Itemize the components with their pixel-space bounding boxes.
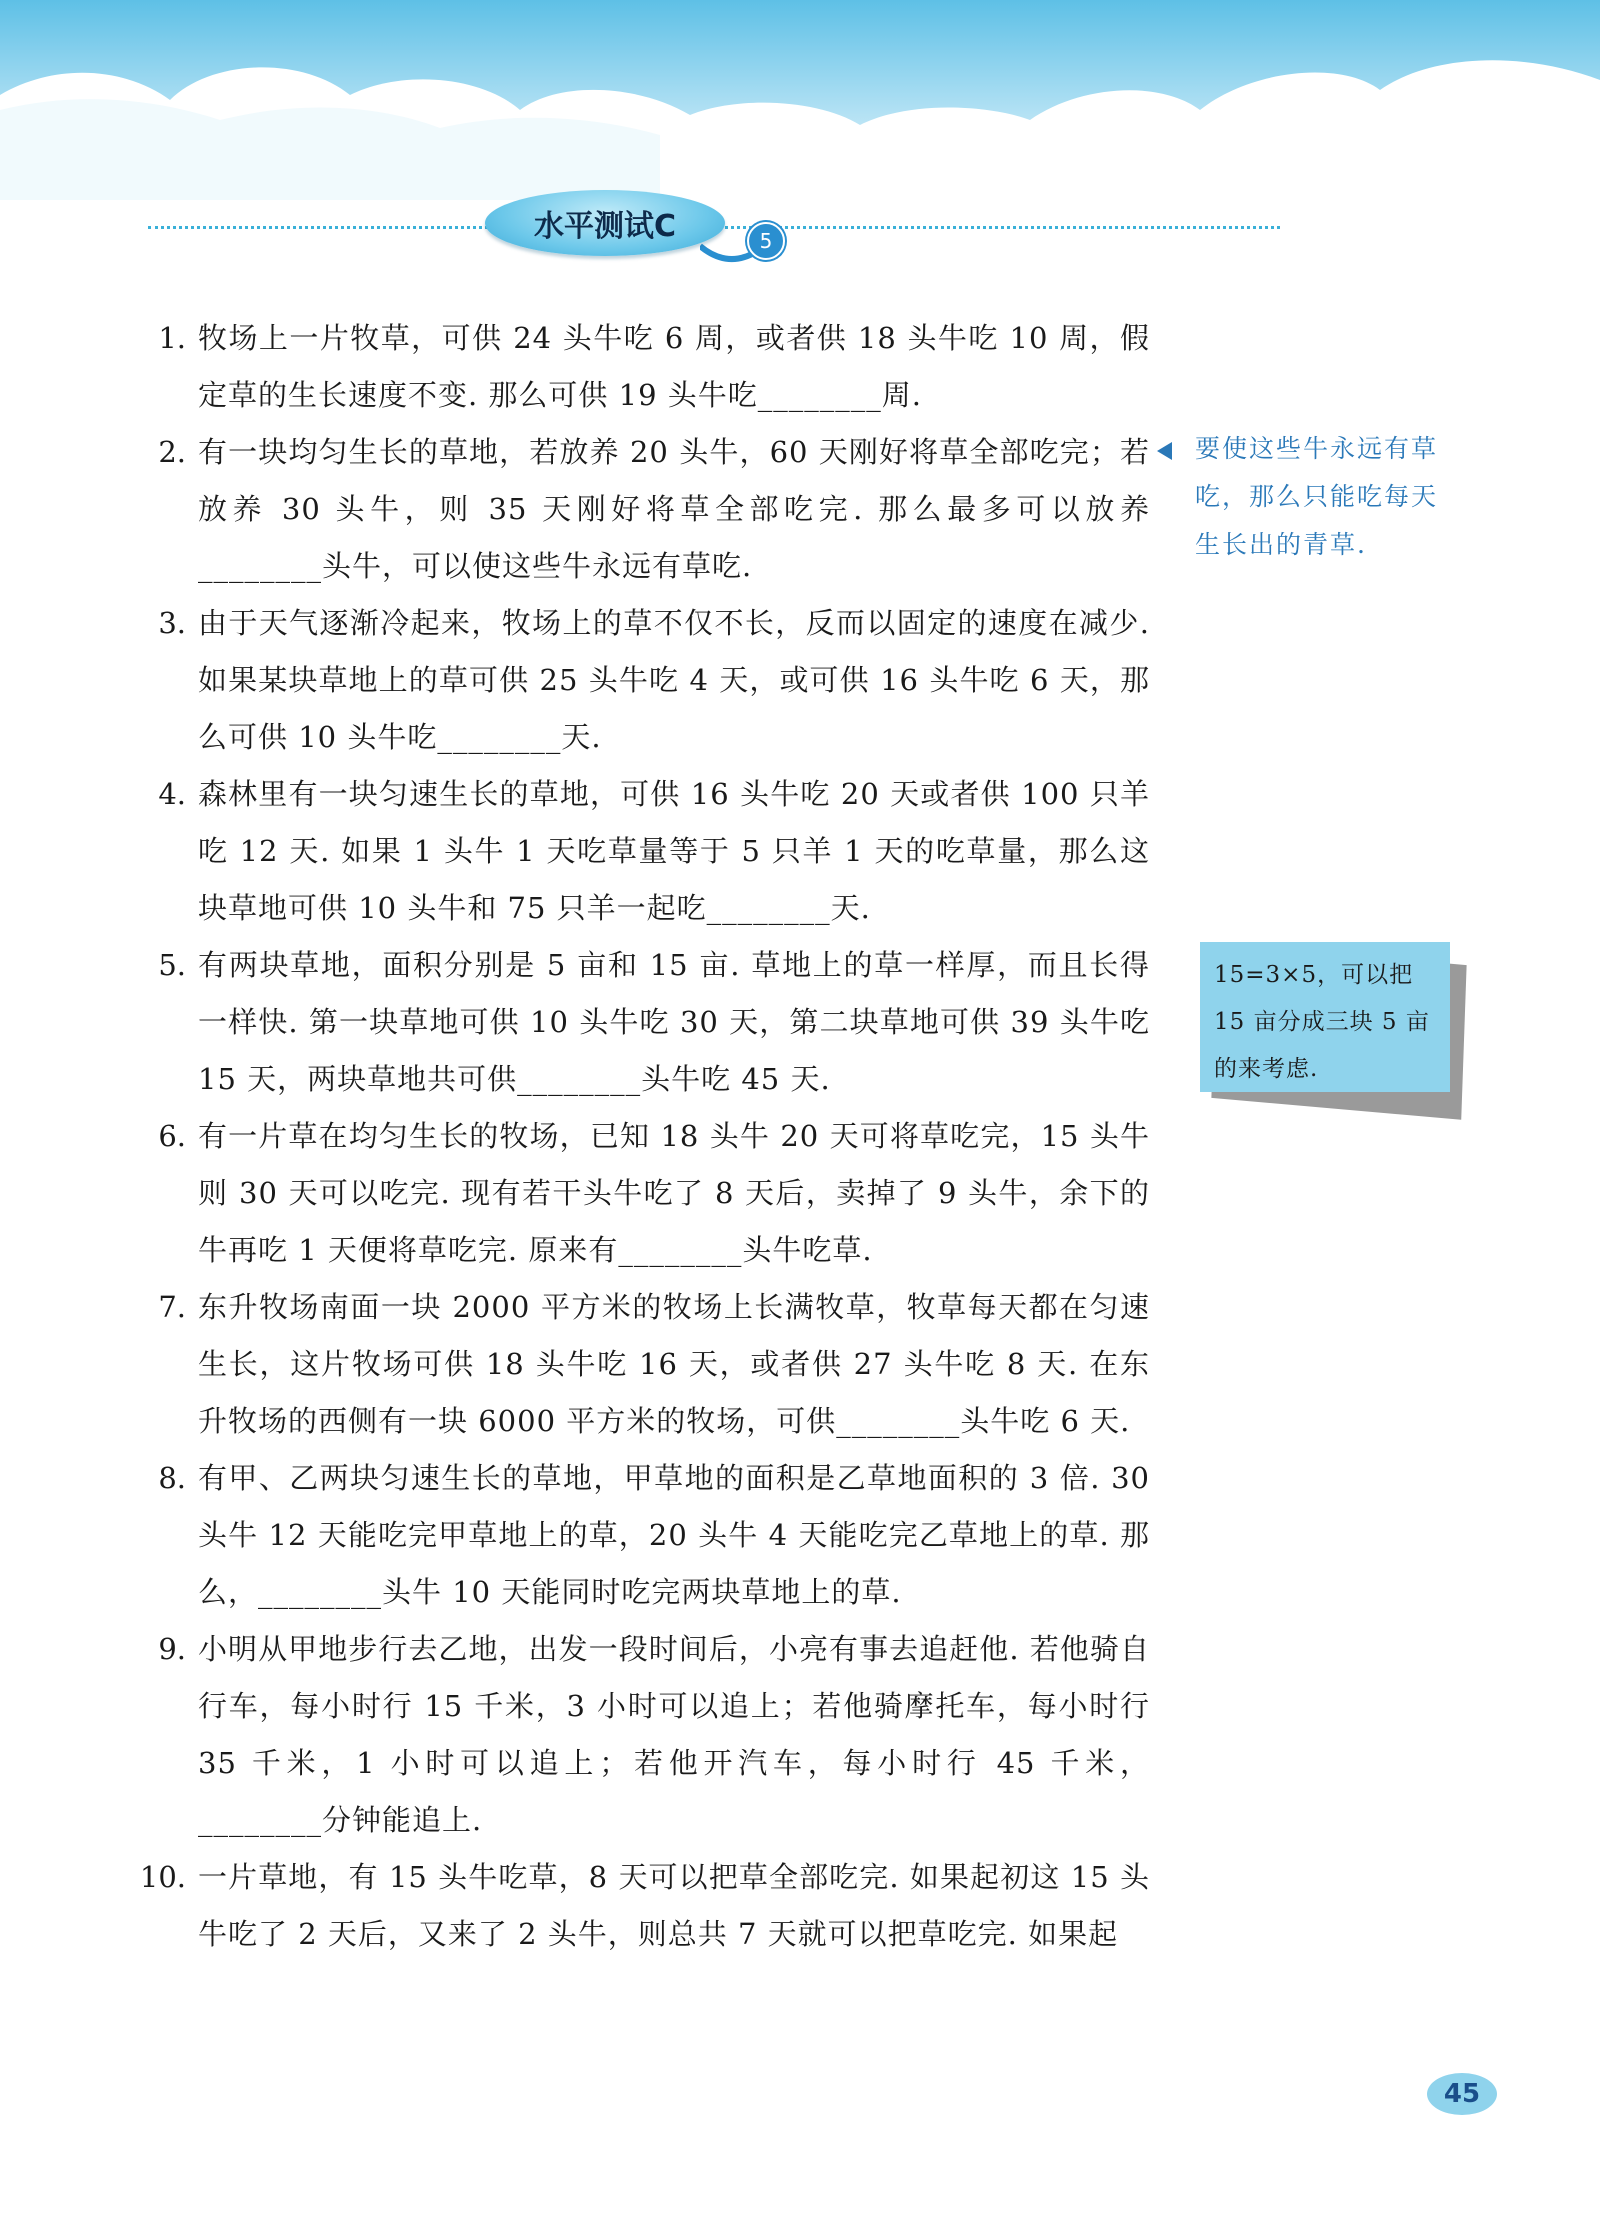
problem-text: 有甲、乙两块匀速生长的草地，甲草地的面积是乙草地面积的 3 倍. 30 头牛 12 天能吃完甲草地上的草，20 头牛 4 天能吃完乙草地上的草. 那么，________头牛 10 天能同时吃完两块草地上的草.	[198, 1461, 1150, 1609]
section-header	[140, 190, 1140, 280]
problem-number: 8.	[158, 1461, 186, 1495]
dotted-rule-right	[725, 226, 1280, 229]
problem-text: 有一片草在均匀生长的牧场，已知 18 头牛 20 天可将草吃完，15 头牛则 30 天可以吃完. 现有若干头牛吃了 8 天后，卖掉了 9 头牛，余下的牛再吃 1 天便将草吃完. 原来有________头牛吃草.	[198, 1119, 1150, 1267]
page-number: 45	[1427, 2073, 1497, 2115]
problem-item	[140, 1450, 1150, 1621]
problem-number: 4.	[158, 777, 186, 811]
problem-item	[140, 595, 1150, 766]
problem-text: 有两块草地，面积分别是 5 亩和 15 亩. 草地上的草一样厚，而且长得一样快. 第一块草地可供 10 头牛吃 30 天，第二块草地可供 39 头牛吃 15 天，两块草地共可供________头牛吃 45 天.	[198, 948, 1150, 1096]
unit-number-badge: 5	[747, 222, 785, 260]
problem-item	[140, 1279, 1150, 1450]
hint-card	[1200, 942, 1465, 1112]
problem-text: 东升牧场南面一块 2000 平方米的牧场上长满牧草，牧草每天都在匀速生长，这片牧场可供 18 头牛吃 16 天，或者供 27 头牛吃 8 天. 在东升牧场的西侧有一块 6000 平方米的牧场，可供________头牛吃 6 天.	[198, 1290, 1150, 1438]
pointer-triangle-icon	[1157, 442, 1172, 460]
problem-item	[140, 937, 1150, 1108]
problem-text: 森林里有一块匀速生长的草地，可供 16 头牛吃 20 天或者供 100 只羊吃 12 天. 如果 1 头牛 1 天吃草量等于 5 只羊 1 天的吃草量，那么这块草地可供 10 头牛和 75 只羊一起吃________天.	[198, 777, 1150, 925]
side-note	[1195, 425, 1460, 569]
side-note-text: 要使这些牛永远有草吃，那么只能吃每天生长出的青草.	[1195, 434, 1439, 559]
problem-list	[140, 310, 1150, 1963]
sky-cloud-banner	[0, 0, 1600, 200]
problem-item	[140, 766, 1150, 937]
problem-item	[140, 1849, 1150, 1963]
problem-item	[140, 310, 1150, 424]
problem-text: 一片草地，有 15 头牛吃草，8 天可以把草全部吃完. 如果起初这 15 头牛吃了 2 天后，又来了 2 头牛，则总共 7 天就可以把草吃完. 如果起	[198, 1860, 1150, 1951]
problem-number: 10.	[139, 1860, 186, 1894]
problem-number: 1.	[158, 321, 186, 355]
problem-text: 有一块均匀生长的草地，若放养 20 头牛，60 天刚好将草全部吃完；若放养 30 头牛，则 35 天刚好将草全部吃完. 那么最多可以放养________头牛，可以使这些牛永远有草吃.	[198, 435, 1150, 583]
problem-number: 3.	[158, 606, 186, 640]
problem-number: 6.	[158, 1119, 186, 1153]
problem-number: 5.	[158, 948, 186, 982]
problem-item	[140, 1108, 1150, 1279]
dotted-rule-left	[148, 226, 488, 229]
problem-number: 2.	[158, 435, 186, 469]
section-title: 水平测试C	[485, 190, 725, 256]
problem-item	[140, 424, 1150, 595]
problem-text: 牧场上一片牧草，可供 24 头牛吃 6 周，或者供 18 头牛吃 10 周，假定草的生长速度不变. 那么可供 19 头牛吃________周.	[198, 321, 1150, 412]
problem-number: 7.	[158, 1290, 186, 1324]
problem-number: 9.	[158, 1632, 186, 1666]
problem-text: 由于天气逐渐冷起来，牧场上的草不仅不长，反而以固定的速度在减少. 如果某块草地上的草可供 25 头牛吃 4 天，或可供 16 头牛吃 6 天，那么可供 10 头牛吃________天.	[198, 606, 1150, 754]
problem-text: 小明从甲地步行去乙地，出发一段时间后，小亮有事去追赶他. 若他骑自行车，每小时行 15 千米，3 小时可以追上；若他骑摩托车，每小时行 35 千米，1 小时可以追上；若他开汽车，每小时行 45 千米，________分钟能追上.	[198, 1632, 1150, 1837]
hint-text: 15=3×5，可以把 15 亩分成三块 5 亩的来考虑.	[1200, 942, 1450, 1092]
problem-item	[140, 1621, 1150, 1849]
